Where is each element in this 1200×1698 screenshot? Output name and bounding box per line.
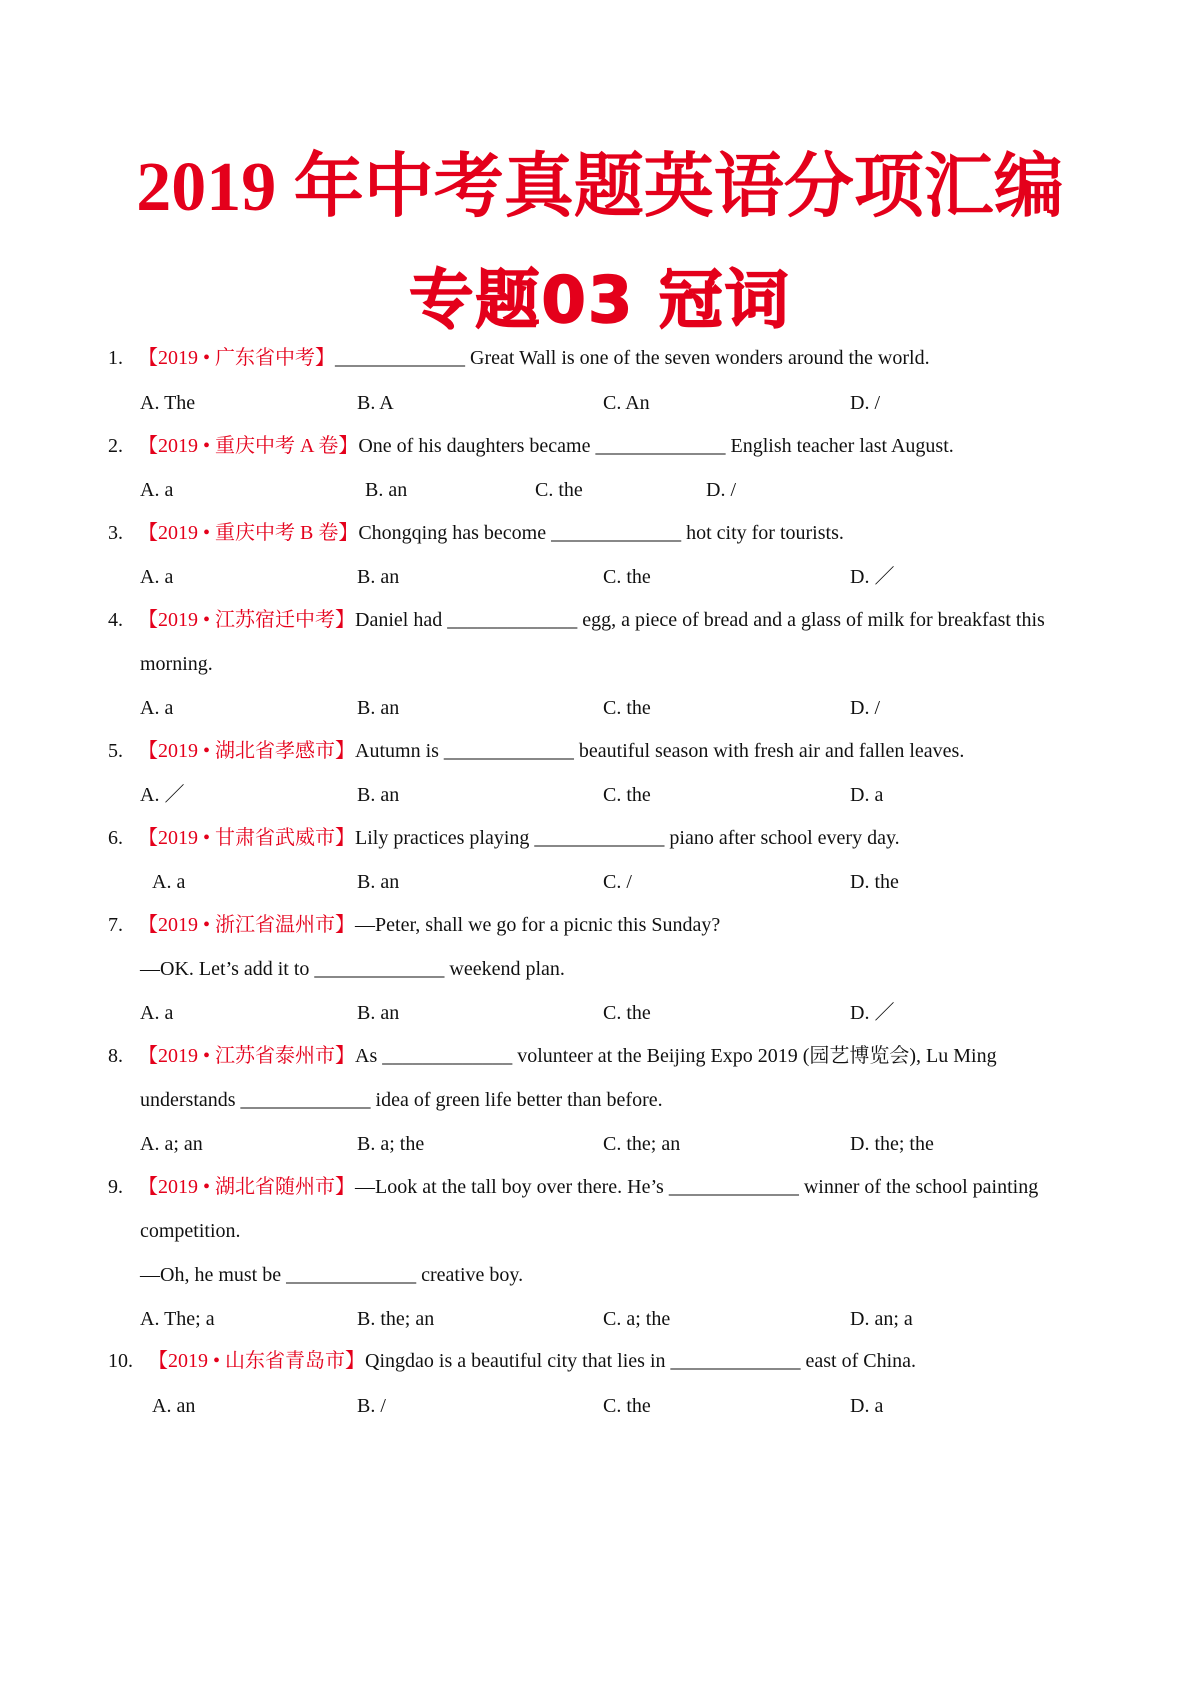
- question-5: [108, 738, 964, 764]
- option-d: D. ／: [850, 566, 895, 588]
- question-number: 9.: [108, 1176, 123, 1198]
- question-source: 【2019 • 重庆中考 A 卷】: [138, 435, 359, 457]
- question-text: One of his daughters became _____________ English teacher last August.: [358, 435, 954, 457]
- question-6: [108, 825, 900, 851]
- question-text-continued: —OK. Let’s add it to _____________ weekend plan.: [140, 958, 565, 980]
- question-text: Daniel had _____________ egg, a piece of bread and a glass of milk for breakfast this: [355, 609, 1045, 631]
- option-b: B. an: [365, 479, 408, 501]
- question-number: 4.: [108, 609, 123, 631]
- option-a: A. a: [140, 566, 174, 588]
- question-text-continued: morning.: [140, 653, 213, 675]
- option-b: B. an: [357, 566, 400, 588]
- question-number: 6.: [108, 827, 123, 849]
- question-1: [108, 345, 930, 371]
- question-number: 10.: [108, 1350, 133, 1372]
- option-d: D. the: [850, 871, 899, 893]
- question-number: 7.: [108, 914, 123, 936]
- question-text: —Look at the tall boy over there. He’s _____________ winner of the school painting: [355, 1176, 1039, 1198]
- option-c: C. the: [603, 1395, 651, 1417]
- option-c: C. the; an: [603, 1133, 681, 1155]
- question-3: [108, 520, 844, 546]
- question-10: [108, 1348, 916, 1374]
- question-number: 2.: [108, 435, 123, 457]
- question-source: 【2019 • 广东省中考】: [138, 347, 336, 369]
- option-a: A. an: [152, 1395, 196, 1417]
- question-source: 【2019 • 湖北省随州市】: [138, 1176, 356, 1198]
- question-text-continued: competition.: [140, 1220, 241, 1242]
- option-b: B. a; the: [357, 1133, 425, 1155]
- question-text: Chongqing has become _____________ hot city for tourists.: [358, 522, 844, 544]
- option-c: C. the: [535, 479, 583, 501]
- option-a: A. a: [140, 697, 174, 719]
- option-a: A. ／: [140, 784, 185, 806]
- option-b: B. /: [357, 1395, 386, 1417]
- question-source: 【2019 • 湖北省孝感市】: [138, 740, 356, 762]
- question-number: 8.: [108, 1045, 123, 1067]
- option-d: D. ／: [850, 1002, 895, 1024]
- option-b: B. an: [357, 784, 400, 806]
- option-d: D. /: [850, 697, 880, 719]
- question-7: [108, 912, 720, 938]
- option-a: A. a: [140, 1002, 174, 1024]
- page-subtitle: 专题03 冠词: [409, 264, 791, 338]
- question-source: 【2019 • 江苏省泰州市】: [138, 1045, 356, 1067]
- option-b: B. the; an: [357, 1308, 435, 1330]
- question-text: Lily practices playing _____________ piano after school every day.: [355, 827, 900, 849]
- question-source: 【2019 • 山东省青岛市】: [148, 1350, 366, 1372]
- option-c: C. the: [603, 784, 651, 806]
- option-d: D. /: [850, 392, 880, 414]
- option-a: A. The: [140, 392, 196, 414]
- question-2: [108, 433, 954, 459]
- option-a: A. a: [152, 871, 186, 893]
- option-d: D. /: [706, 479, 736, 501]
- option-b: B. an: [357, 871, 400, 893]
- option-c: C. the: [603, 566, 651, 588]
- option-a: A. a: [140, 479, 174, 501]
- option-c: C. a; the: [603, 1308, 671, 1330]
- question-text: _____________ Great Wall is one of the seven wonders around the world.: [335, 347, 930, 369]
- question-text: Qingdao is a beautiful city that lies in _____________ east of China.: [365, 1350, 917, 1372]
- question-text: As _____________ volunteer at the Beijing Expo 2019 (园艺博览会), Lu Ming: [355, 1045, 997, 1067]
- option-d: D. a: [850, 1395, 884, 1417]
- option-d: D. the; the: [850, 1133, 934, 1155]
- question-source: 【2019 • 甘肃省武威市】: [138, 827, 356, 849]
- question-source: 【2019 • 浙江省温州市】: [138, 914, 356, 936]
- page-title: 2019 年中考真题英语分项汇编: [136, 149, 1064, 226]
- option-d: D. a: [850, 784, 884, 806]
- option-c: C. the: [603, 697, 651, 719]
- option-b: B. an: [357, 697, 400, 719]
- option-b: B. A: [357, 392, 394, 414]
- question-8: [108, 1043, 997, 1069]
- question-number: 5.: [108, 740, 123, 762]
- option-d: D. an; a: [850, 1308, 913, 1330]
- question-number: 3.: [108, 522, 123, 544]
- option-a: A. The; a: [140, 1308, 215, 1330]
- option-c: C. /: [603, 871, 632, 893]
- question-number: 1.: [108, 347, 123, 369]
- question-source: 【2019 • 重庆中考 B 卷】: [138, 522, 359, 544]
- question-source: 【2019 • 江苏宿迁中考】: [138, 609, 356, 631]
- question-text-continued: understands _____________ idea of green life better than before.: [140, 1089, 663, 1111]
- option-c: C. An: [603, 392, 650, 414]
- question-text: —Peter, shall we go for a picnic this Sunday?: [355, 914, 721, 936]
- option-b: B. an: [357, 1002, 400, 1024]
- question-9: [108, 1174, 1038, 1200]
- option-c: C. the: [603, 1002, 651, 1024]
- question-4: [108, 607, 1045, 633]
- option-a: A. a; an: [140, 1133, 203, 1155]
- question-text: Autumn is _____________ beautiful season with fresh air and fallen leaves.: [355, 740, 965, 762]
- question-text-continued: —Oh, he must be _____________ creative boy.: [140, 1264, 524, 1286]
